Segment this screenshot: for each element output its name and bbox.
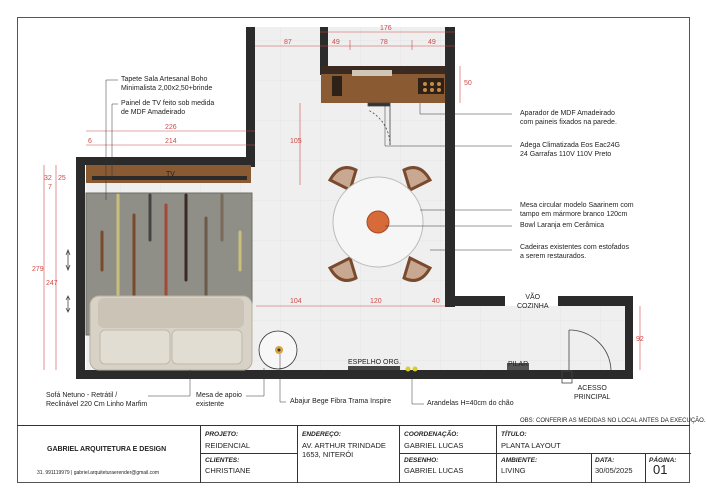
espelho-label: ESPELHO ORG. — [348, 359, 401, 366]
pilar-label: PILAR — [508, 361, 529, 368]
desenho-value: GABRIEL LUCAS — [404, 466, 464, 475]
aparador — [321, 66, 445, 103]
titulo-label: TÍTULO: — [501, 431, 527, 438]
pagina-label: PÁGINA: — [649, 457, 677, 464]
vao-cozinha-label: VÃO COZINHA — [517, 294, 549, 310]
dim-92: 92 — [636, 336, 644, 343]
dim-247: 247 — [46, 280, 58, 287]
titulo-cell — [496, 425, 690, 483]
sofa — [90, 296, 252, 370]
desenho-label: DESENHO: — [404, 457, 439, 464]
dim-279: 279 — [32, 266, 44, 273]
ambiente-value: LIVING — [501, 466, 526, 475]
dim-6: 6 — [88, 138, 92, 145]
endereco-value: AV. ARTHUR TRINDADE 1653, NITERÓI — [302, 441, 386, 459]
dim-105: 105 — [290, 138, 302, 145]
clientes-label: CLIENTES: — [205, 457, 240, 464]
endereco-label: ENDEREÇO: — [302, 431, 342, 438]
dim-40: 40 — [432, 298, 440, 305]
arandela-1 — [406, 367, 411, 372]
dim-214: 214 — [165, 138, 177, 145]
projeto-label: PROJETO: — [205, 431, 239, 438]
coordenacao-label: COORDENAÇÃO: — [404, 431, 459, 438]
endereco-cell — [297, 425, 399, 483]
note-adega: Adega Climatizada Eos Eac24G 24 Garrafas 110V 110V Preto — [520, 142, 620, 158]
note-sofa: Sofá Netuno - Retrátil / Reclinável 220 Cm Linho Marfim — [46, 392, 148, 408]
note-bowl: Bowl Laranja em Cerâmica — [520, 222, 605, 229]
dim-78: 78 — [380, 39, 388, 46]
data-label: DATA: — [595, 457, 615, 464]
coordenacao-value: GABRIEL LUCAS — [404, 441, 464, 450]
company-cell — [17, 425, 200, 483]
note-mesa: Mesa circular modelo Saarinem com tampo em mármore branco 120cm — [520, 202, 634, 218]
dim-87: 87 — [284, 39, 292, 46]
projeto-cell — [200, 425, 297, 483]
pagina-value: 01 — [653, 462, 668, 477]
side-windows — [66, 250, 70, 312]
dim-226: 226 — [165, 124, 177, 131]
dim-32: 32 — [44, 175, 52, 182]
company-contact: 31. 991119979 | gabriel.arquiteturaerender@gmail.com — [37, 470, 160, 476]
note-mesa-apoio: Mesa de apoio existente — [196, 392, 242, 408]
acesso-label: ACESSO PRINCIPAL — [574, 385, 611, 401]
dim-50: 50 — [464, 80, 472, 87]
clientes-value: CHRISTIANE — [205, 466, 251, 475]
dim-120: 120 — [370, 298, 382, 305]
note-cadeiras: Cadeiras existentes com estofados a serem restaurados. — [520, 244, 629, 260]
obs-note: OBS: CONFERIR AS MEDIDAS NO LOCAL ANTES DA EXECUÇÃO. — [520, 418, 706, 424]
title-block — [17, 425, 690, 483]
ambiente-label: AMBIENTE: — [501, 457, 538, 464]
dim-49a: 49 — [332, 39, 340, 46]
arandela-2 — [413, 367, 418, 372]
note-tapete: Tapete Sala Artesanal Boho Minimalista 2,00x2,50+brinde — [121, 76, 213, 92]
note-arandelas: Arandelas H=40cm do chão — [427, 400, 514, 407]
note-abajur: Abajur Bege Fibra Trama Inspire — [290, 398, 392, 405]
note-aparador: Aparador de MDF Amadeirado com paineis fixados na parede. — [520, 110, 617, 126]
coordenacao-cell — [399, 425, 496, 483]
projeto-value: REIDENCIAL — [205, 441, 251, 450]
dim-104: 104 — [290, 298, 302, 305]
titulo-value: PLANTA LAYOUT — [501, 441, 561, 450]
dim-25: 25 — [58, 175, 66, 182]
company-name: GABRIEL ARQUITETURA E DESIGN — [47, 446, 167, 453]
dim-7: 7 — [48, 184, 52, 191]
dim-49b: 49 — [428, 39, 436, 46]
tv-label: TV — [166, 171, 175, 178]
dim-176: 176 — [380, 25, 392, 32]
side-table — [259, 331, 297, 369]
data-value: 30/05/2025 — [595, 466, 633, 475]
note-painel: Painel de TV feito sob medida de MDF Amadeirado — [121, 100, 215, 116]
dining-set — [330, 168, 430, 281]
